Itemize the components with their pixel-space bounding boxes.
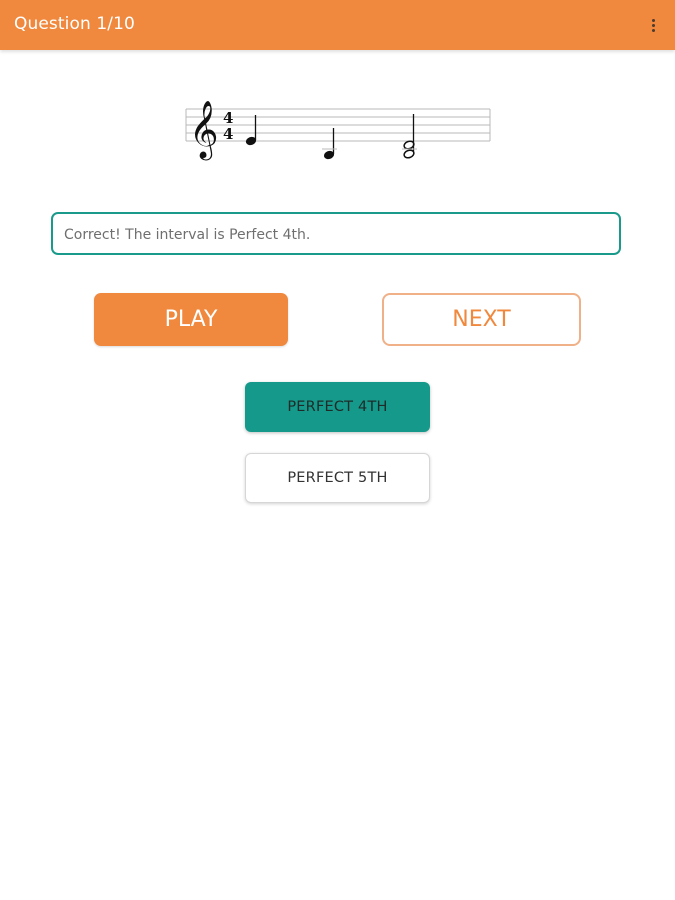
treble-clef-icon: 𝄞 [189,100,219,158]
note-1 [245,115,258,147]
time-signature-bottom: 4 [223,125,234,143]
more-vert-icon[interactable] [645,13,661,37]
app-bar [0,0,675,50]
play-button[interactable]: PLAY [94,293,288,346]
music-staff [180,90,495,170]
answer-perfect-5th-button[interactable]: PERFECT 5TH [245,453,430,503]
question-counter: Question 1/10 [14,14,135,34]
feedback-box [51,212,621,255]
feedback-text: Correct! The interval is Perfect 4th. [64,227,311,243]
staff-notation [180,90,495,170]
answer-perfect-4th-button[interactable]: PERFECT 4TH [245,382,430,432]
time-signature-top: 4 [223,109,234,127]
next-button[interactable]: NEXT [382,293,581,346]
note-chord [402,114,417,159]
